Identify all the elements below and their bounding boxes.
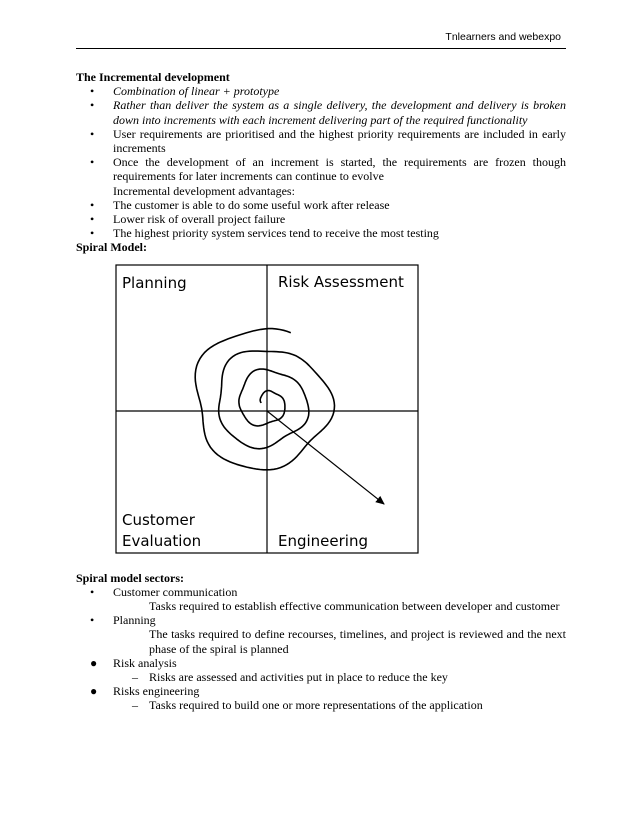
quadrant-customer-evaluation-line-2: Evaluation bbox=[122, 531, 202, 550]
spiral-model-figure bbox=[114, 263, 420, 555]
list-item: • Lower risk of overall project failure bbox=[90, 212, 286, 227]
spiral-diagram bbox=[76, 261, 566, 559]
sectors-list bbox=[76, 585, 566, 599]
quadrant-risk-assessment: Risk Assessment bbox=[278, 272, 404, 291]
incremental-item-2: Rather than deliver the system as a single delivery, the development and delivery is broken down into increments with each increment delivering part of the required functionality bbox=[113, 98, 566, 127]
quadrant-planning: Planning bbox=[122, 273, 187, 292]
list-item: ● Risk analysis bbox=[90, 655, 177, 670]
sector-desc-2: The tasks required to define recourses, timelines, and project is reviewed and the next phase of the spiral is planned bbox=[149, 627, 566, 656]
list-item: • Combination of linear + prototype bbox=[90, 84, 280, 99]
page-header: Tnlearners and webexpo bbox=[445, 31, 561, 43]
incremental-item-4: Once the development of an increment is started, the requirements are frozen though requirements for later increments can continue to evolve bbox=[113, 155, 566, 184]
incremental-item-3: User requirements are prioritised and the highest priority requirements are included in early increments bbox=[113, 126, 566, 156]
header-rule bbox=[76, 48, 566, 49]
list-item: • Customer communication bbox=[90, 584, 238, 599]
incremental-item-1: Combination of linear + prototype bbox=[113, 84, 280, 99]
advantage-item-3: The highest priority system services tend to receive the most testing bbox=[113, 226, 439, 241]
advantage-item-2: Lower risk of overall project failure bbox=[113, 212, 286, 227]
incremental-list bbox=[76, 84, 566, 183]
list-item: • Once the development of an increment is started, the requirements are frozen though requirements for later increments can continue to evolve bbox=[90, 155, 566, 184]
sector-desc-3: Risks are assessed and activities put in place to reduce the key bbox=[149, 670, 448, 685]
list-item: • The highest priority system services tend to receive the most testing bbox=[90, 226, 439, 241]
sectors-list-4 bbox=[76, 684, 566, 698]
advantages-heading: Incremental development advantages: bbox=[113, 183, 295, 198]
list-item: • Rather than deliver the system as a single delivery, the development and delivery is broken down into increments with each increment delivering part of the required functionality bbox=[90, 98, 566, 127]
sectors-list-2 bbox=[76, 613, 566, 627]
sector-desc-1: Tasks required to establish effective communication between developer and customer bbox=[149, 599, 560, 614]
sector-title-3: Risk analysis bbox=[113, 655, 177, 670]
document-body bbox=[76, 70, 566, 713]
spiral-heading: Spiral Model: bbox=[76, 240, 147, 255]
quadrant-customer-evaluation-line-1: Customer bbox=[122, 510, 195, 529]
list-item: • The customer is able to do some useful work after release bbox=[90, 197, 390, 212]
sector-title-2: Planning bbox=[113, 613, 156, 628]
list-item: • Planning bbox=[90, 613, 156, 628]
sector-title-4: Risks engineering bbox=[113, 684, 200, 699]
list-item: • User requirements are prioritised and the highest priority requirements are included in early increments bbox=[90, 126, 566, 156]
sector-desc-4: Tasks required to build one or more representations of the application bbox=[149, 698, 483, 713]
advantage-item-1: The customer is able to do some useful work after release bbox=[113, 197, 390, 212]
sector-desc-3-row: – Risks are assessed and activities put in place to reduce the key bbox=[132, 670, 448, 685]
sector-desc-4-row: – Tasks required to build one or more representations of the application bbox=[132, 698, 483, 713]
incremental-heading: The Incremental development bbox=[76, 70, 230, 84]
advantages-list bbox=[76, 198, 566, 241]
list-item: ● Risks engineering bbox=[90, 684, 200, 699]
quadrant-engineering: Engineering bbox=[278, 531, 368, 550]
sectors-list-3 bbox=[76, 656, 566, 670]
sectors-heading: Spiral model sectors: bbox=[76, 570, 184, 585]
sector-title-1: Customer communication bbox=[113, 584, 238, 599]
